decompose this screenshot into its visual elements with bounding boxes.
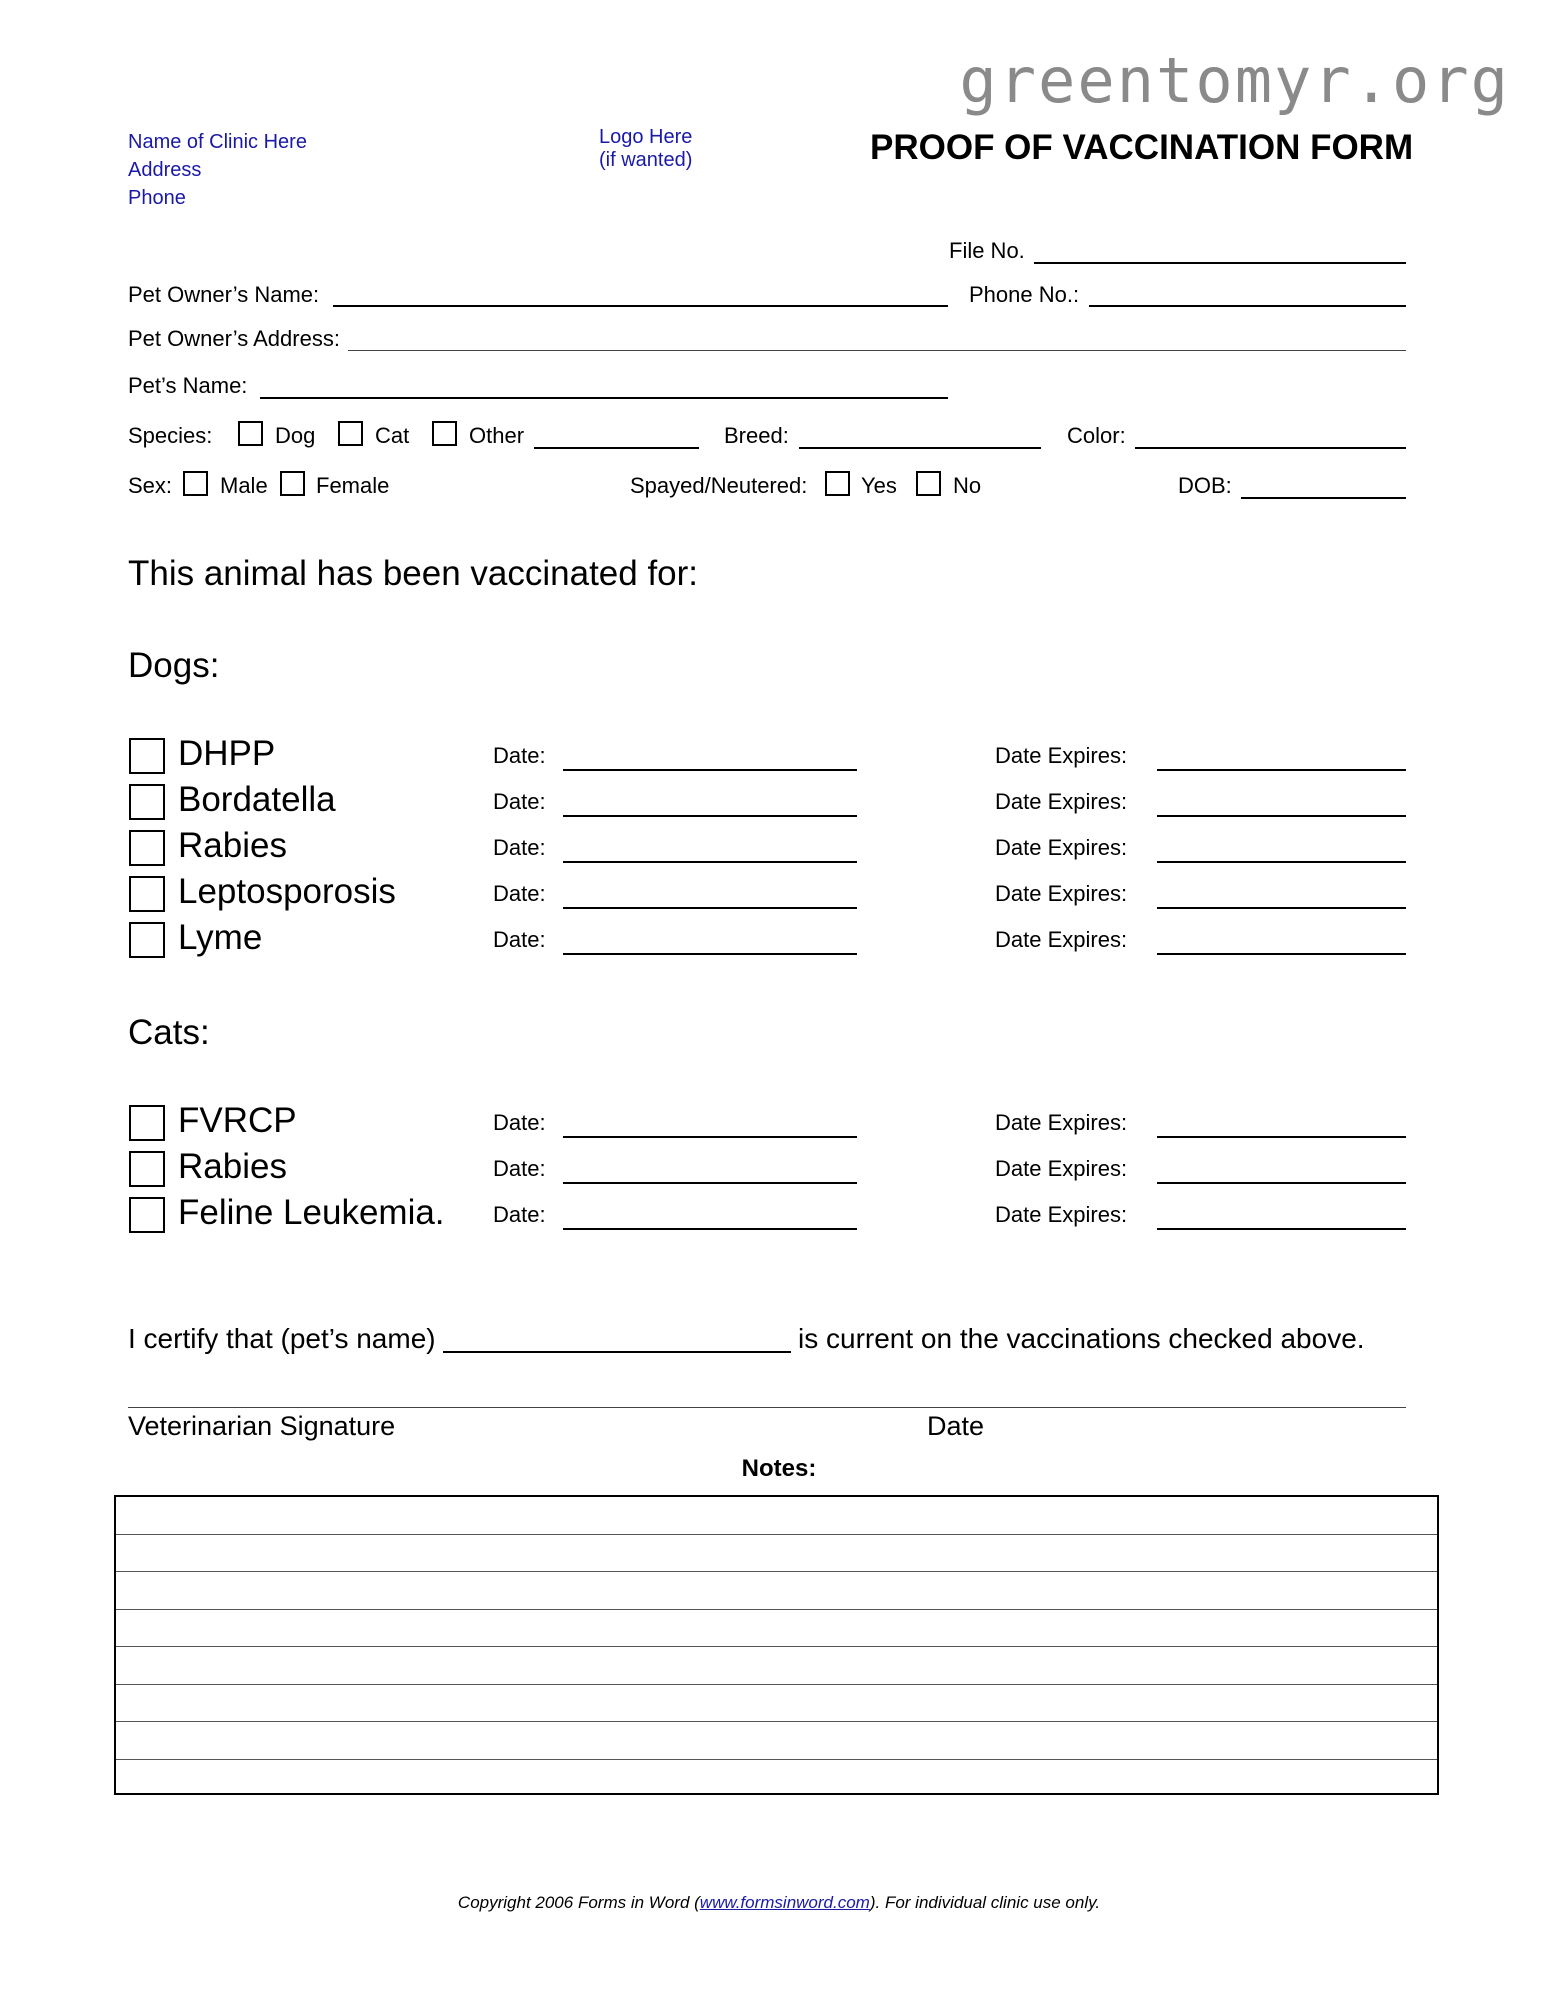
pet-name-field[interactable] [260,397,948,399]
spayed-yes-label: Yes [861,473,897,498]
dog-date-expires-field[interactable] [1157,769,1406,771]
species-other-field[interactable] [534,447,699,449]
dog-date-label: Date: [493,789,546,814]
cat-vaccine-name: Rabies [178,1147,287,1186]
owner-address-label: Pet Owner’s Address: [128,326,340,351]
clinic-phone: Phone [128,187,186,209]
logo-placeholder [599,126,692,172]
dog-vaccine-name: Bordatella [178,780,336,819]
species-other-label: Other [469,423,525,448]
species-cat-checkbox[interactable] [338,421,363,446]
owner-name-label: Pet Owner’s Name: [128,282,320,307]
species-dog-checkbox[interactable] [238,421,263,446]
dog-vaccine-name: DHPP [178,734,276,773]
copyright-footer [0,1893,1558,1913]
owner-name-field[interactable] [333,305,948,307]
clinic-name: Name of Clinic Here [128,131,307,153]
notes-row[interactable] [116,1722,1437,1760]
cat-vaccine-name: Feline Leukemia. [178,1193,445,1232]
cat-date-label: Date: [493,1110,546,1135]
dog-date-label: Date: [493,743,546,768]
cat-date-expires-field[interactable] [1157,1228,1406,1230]
dog-vaccine-checkbox[interactable] [129,738,165,774]
form-title: PROOF OF VACCINATION FORM [870,128,1414,167]
cat-date-expires-field[interactable] [1157,1136,1406,1138]
dog-vaccine-checkbox[interactable] [129,784,165,820]
signature-line[interactable] [128,1407,1406,1408]
phone-no-label: Phone No.: [969,282,1080,307]
cat-date-expires-label: Date Expires: [995,1202,1128,1227]
watermark-text: greentomyr.org [959,44,1510,117]
spayed-no-checkbox[interactable] [916,471,941,496]
dog-date-field[interactable] [563,861,857,863]
clinic-info [128,128,307,212]
vaccinated-heading: This animal has been vaccinated for: [128,554,699,593]
color-field[interactable] [1135,447,1406,449]
notes-row[interactable] [116,1535,1437,1573]
dog-vaccine-name: Lyme [178,918,263,957]
certify-text-after: is current on the vaccinations checked above. [798,1323,1365,1354]
dog-date-expires-label: Date Expires: [995,927,1128,952]
cat-date-expires-field[interactable] [1157,1182,1406,1184]
notes-label: Notes: [741,1455,817,1482]
cat-vaccine-name: FVRCP [178,1101,297,1140]
file-no-field[interactable] [1034,262,1406,264]
dog-vaccine-checkbox[interactable] [129,922,165,958]
cat-vaccine-checkbox[interactable] [129,1105,165,1141]
cats-heading: Cats: [128,1013,210,1052]
notes-row[interactable] [116,1685,1437,1723]
dog-vaccine-name: Leptosporosis [178,872,396,911]
phone-no-field[interactable] [1089,305,1406,307]
species-label: Species: [128,423,213,448]
dogs-heading: Dogs: [128,646,220,685]
sex-female-checkbox[interactable] [280,471,305,496]
cat-vaccine-checkbox[interactable] [129,1151,165,1187]
dog-date-expires-label: Date Expires: [995,743,1128,768]
file-no-label: File No. [949,238,1025,263]
species-other-checkbox[interactable] [432,421,457,446]
species-cat-label: Cat [375,423,410,448]
cat-vaccine-checkbox[interactable] [129,1197,165,1233]
notes-table[interactable] [114,1495,1439,1795]
owner-address-field[interactable] [348,350,1406,351]
dog-date-field[interactable] [563,815,857,817]
footer-link[interactable]: www.formsinword.com [699,1893,870,1912]
dob-field[interactable] [1241,497,1406,499]
signature-date-label: Date [927,1411,985,1441]
dog-date-expires-field[interactable] [1157,953,1406,955]
dog-date-label: Date: [493,835,546,860]
cat-date-expires-label: Date Expires: [995,1110,1128,1135]
notes-row[interactable] [116,1497,1437,1535]
sex-male-checkbox[interactable] [183,471,208,496]
breed-label: Breed: [724,423,789,448]
clinic-address: Address [128,159,202,181]
notes-row[interactable] [116,1572,1437,1610]
notes-row[interactable] [116,1610,1437,1648]
sex-female-label: Female [316,473,390,498]
logo-line-2: (if wanted) [599,149,693,171]
cat-date-field[interactable] [563,1182,857,1184]
logo-line-1: Logo Here [599,126,693,148]
footer-text-after: ). For individual clinic use only. [869,1893,1101,1912]
certify-text-before: I certify that (pet’s name) [128,1323,436,1354]
notes-row[interactable] [116,1647,1437,1685]
dog-vaccine-name: Rabies [178,826,287,865]
dog-date-field[interactable] [563,769,857,771]
cat-date-label: Date: [493,1156,546,1181]
dog-vaccine-checkbox[interactable] [129,830,165,866]
spayed-no-label: No [953,473,982,498]
breed-field[interactable] [799,447,1041,449]
dog-date-expires-field[interactable] [1157,861,1406,863]
dog-date-label: Date: [493,927,546,952]
dog-date-expires-field[interactable] [1157,907,1406,909]
footer-text-before: Copyright 2006 Forms in Word ( [457,1893,700,1912]
spayed-label: Spayed/Neutered: [630,473,808,498]
color-label: Color: [1067,423,1126,448]
dog-date-label: Date: [493,881,546,906]
dog-date-expires-label: Date Expires: [995,835,1128,860]
cat-date-field[interactable] [563,1228,857,1230]
notes-row[interactable] [116,1760,1437,1798]
cat-date-expires-label: Date Expires: [995,1156,1128,1181]
cat-date-label: Date: [493,1202,546,1227]
cat-date-field[interactable] [563,1136,857,1138]
dog-date-expires-field[interactable] [1157,815,1406,817]
dog-vaccine-checkbox[interactable] [129,876,165,912]
spayed-yes-checkbox[interactable] [825,471,850,496]
certify-pet-name-field[interactable] [443,1351,791,1353]
sex-male-label: Male [220,473,268,498]
sex-label: Sex: [128,473,173,498]
dob-label: DOB: [1178,473,1232,498]
dog-date-field[interactable] [563,907,857,909]
dog-date-field[interactable] [563,953,857,955]
dog-date-expires-label: Date Expires: [995,881,1128,906]
dog-date-expires-label: Date Expires: [995,789,1128,814]
vet-signature-label: Veterinarian Signature [128,1411,396,1441]
pet-name-label: Pet’s Name: [128,373,248,398]
species-dog-label: Dog [275,423,316,448]
